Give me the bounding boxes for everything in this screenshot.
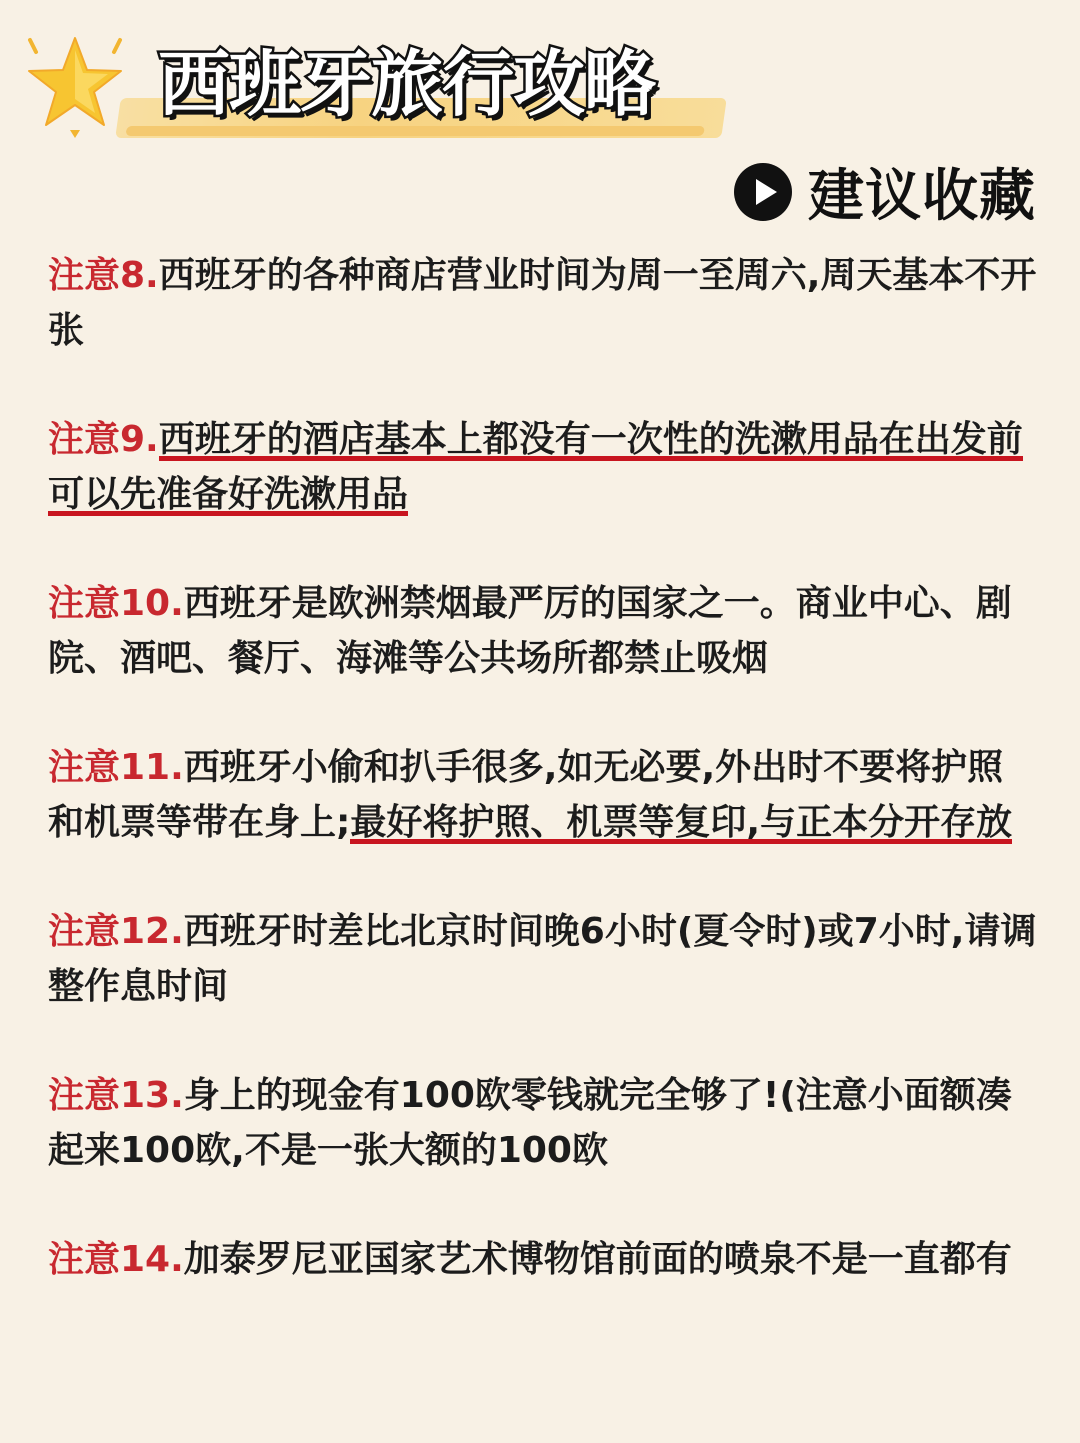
note-underlined-text: 西班牙的酒店基本上都没有一次性的洗漱用品在出发前可以先准备好洗漱用品 <box>48 419 1023 519</box>
star-icon <box>20 30 130 140</box>
note-text: 身上的现金有100欧零钱就完全够了!(注意小面额凑起来100欧,不是一张大额的100欧 <box>48 1075 1012 1171</box>
note-text: 西班牙的各种商店营业时间为周一至周六,周天基本不开张 <box>48 255 1037 351</box>
note-underlined-text: 最好将护照、机票等复印,与正本分开存放 <box>350 802 1012 847</box>
title-banner <box>118 36 728 146</box>
note-label: 注意9. <box>48 419 159 460</box>
note-12 <box>48 904 1038 1014</box>
note-8 <box>48 248 1038 358</box>
note-text: 加泰罗尼亚国家艺术博物馆前面的喷泉不是一直都有 <box>183 1239 1012 1280</box>
note-label: 注意10. <box>48 583 184 624</box>
notes-list <box>48 248 1038 1341</box>
note-13 <box>48 1068 1038 1178</box>
note-11 <box>48 740 1038 850</box>
play-icon <box>734 163 792 221</box>
note-10 <box>48 576 1038 686</box>
note-text: 西班牙是欧洲禁烟最严厉的国家之一。商业中心、剧院、酒吧、餐厅、海滩等公共场所都禁止吸烟 <box>48 583 1012 679</box>
note-text: 西班牙小偷和扒手很多,如无必要,外出时不要将护照和机票等带在身上; <box>48 747 1004 843</box>
save-hint-text: 建议收藏 <box>808 164 1036 229</box>
page-title: 西班牙旅行攻略 <box>158 42 656 126</box>
note-label: 注意13. <box>48 1075 184 1116</box>
note-text: 西班牙时差比北京时间晚6小时(夏令时)或7小时,请调整作息时间 <box>48 911 1037 1007</box>
note-label: 注意8. <box>48 255 159 296</box>
note-label: 注意11. <box>48 747 184 788</box>
note-14 <box>48 1232 1038 1287</box>
note-label: 注意12. <box>48 911 184 952</box>
note-label: 注意14. <box>48 1239 184 1280</box>
save-hint <box>734 160 1036 229</box>
note-9 <box>48 412 1038 522</box>
